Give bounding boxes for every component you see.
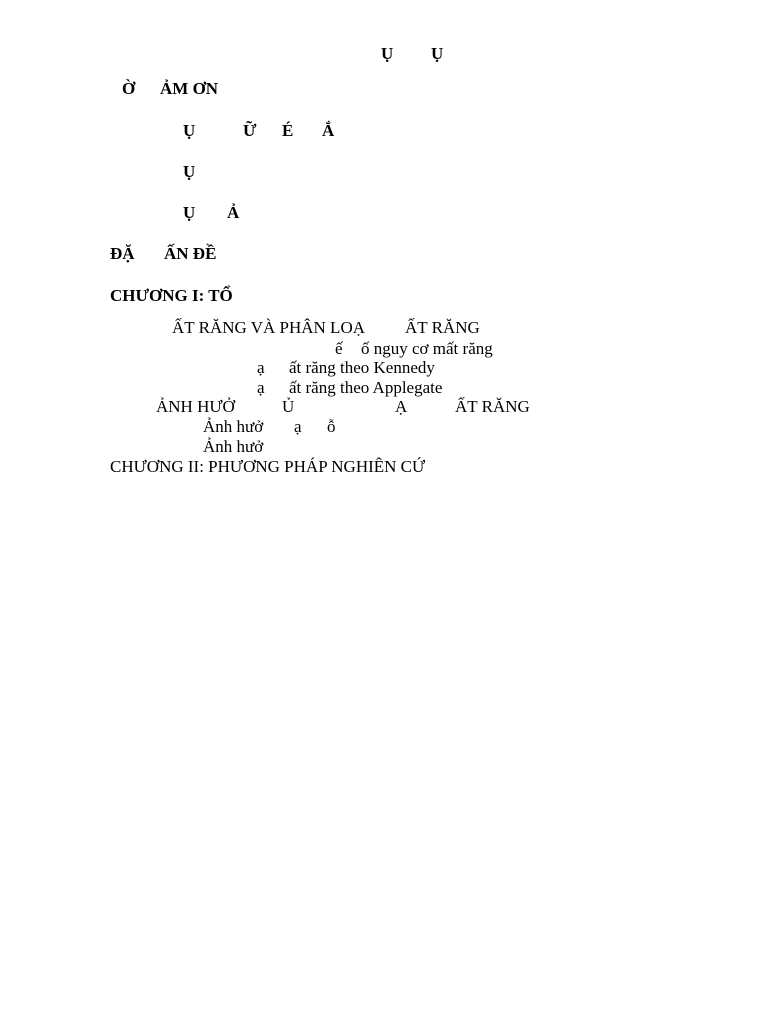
chapter1-section2-2: Ủ bbox=[282, 397, 295, 416]
chapter1-sub4-2: ạ bbox=[294, 417, 302, 436]
chapter1-sub3-2: ất răng theo Applegate bbox=[289, 378, 443, 397]
chapter1-sub4-3: ỗ bbox=[327, 417, 336, 436]
toc-viet-tat-4: Ắ bbox=[322, 121, 335, 140]
toc-muc-2: Ụ bbox=[183, 162, 196, 181]
toc-bang-1: Ụ bbox=[183, 203, 196, 222]
chapter1-sub4-1: Ảnh hưở bbox=[203, 417, 264, 436]
chapter1-heading: CHƯƠNG I: TỔ bbox=[110, 286, 233, 305]
toc-viet-tat-2: Ữ bbox=[243, 121, 257, 140]
toc-viet-tat-3: É bbox=[282, 121, 294, 140]
toc-dat-van-de-1: ĐẶ bbox=[110, 244, 135, 263]
chapter1-sub2-2: ất răng theo Kennedy bbox=[289, 358, 435, 377]
title-fragment-left: Ụ bbox=[381, 44, 394, 63]
chapter1-sub2-1: ạ bbox=[257, 358, 265, 377]
chapter1-section2-3: Ạ bbox=[395, 397, 408, 416]
chapter2-heading: CHƯƠNG II: PHƯƠNG PHÁP NGHIÊN CỨ bbox=[110, 457, 426, 476]
chapter1-section1-2: ẤT RĂNG bbox=[405, 318, 480, 337]
toc-viet-tat-1: Ụ bbox=[183, 121, 196, 140]
toc-loi-cam-on-2: ẢM ƠN bbox=[160, 79, 219, 98]
title-fragment-right: Ụ bbox=[431, 44, 444, 63]
toc-bang-2: Ả bbox=[227, 203, 240, 222]
chapter1-section2-1: ẢNH HƯỞ bbox=[156, 397, 235, 416]
toc-loi-cam-on-1: Ờ bbox=[122, 79, 136, 98]
chapter1-sub5: Ảnh hưở bbox=[203, 437, 264, 456]
chapter1-sub3-1: ạ bbox=[257, 378, 265, 397]
chapter1-section2-4: ẤT RĂNG bbox=[455, 397, 530, 416]
chapter1-sub1-2: ố nguy cơ mất răng bbox=[361, 339, 493, 358]
chapter1-sub1-1: ế bbox=[335, 339, 343, 358]
toc-dat-van-de-2: ẤN ĐỀ bbox=[164, 244, 217, 263]
chapter1-section1-1: ẤT RĂNG VÀ PHÂN LOẠ bbox=[172, 318, 365, 337]
